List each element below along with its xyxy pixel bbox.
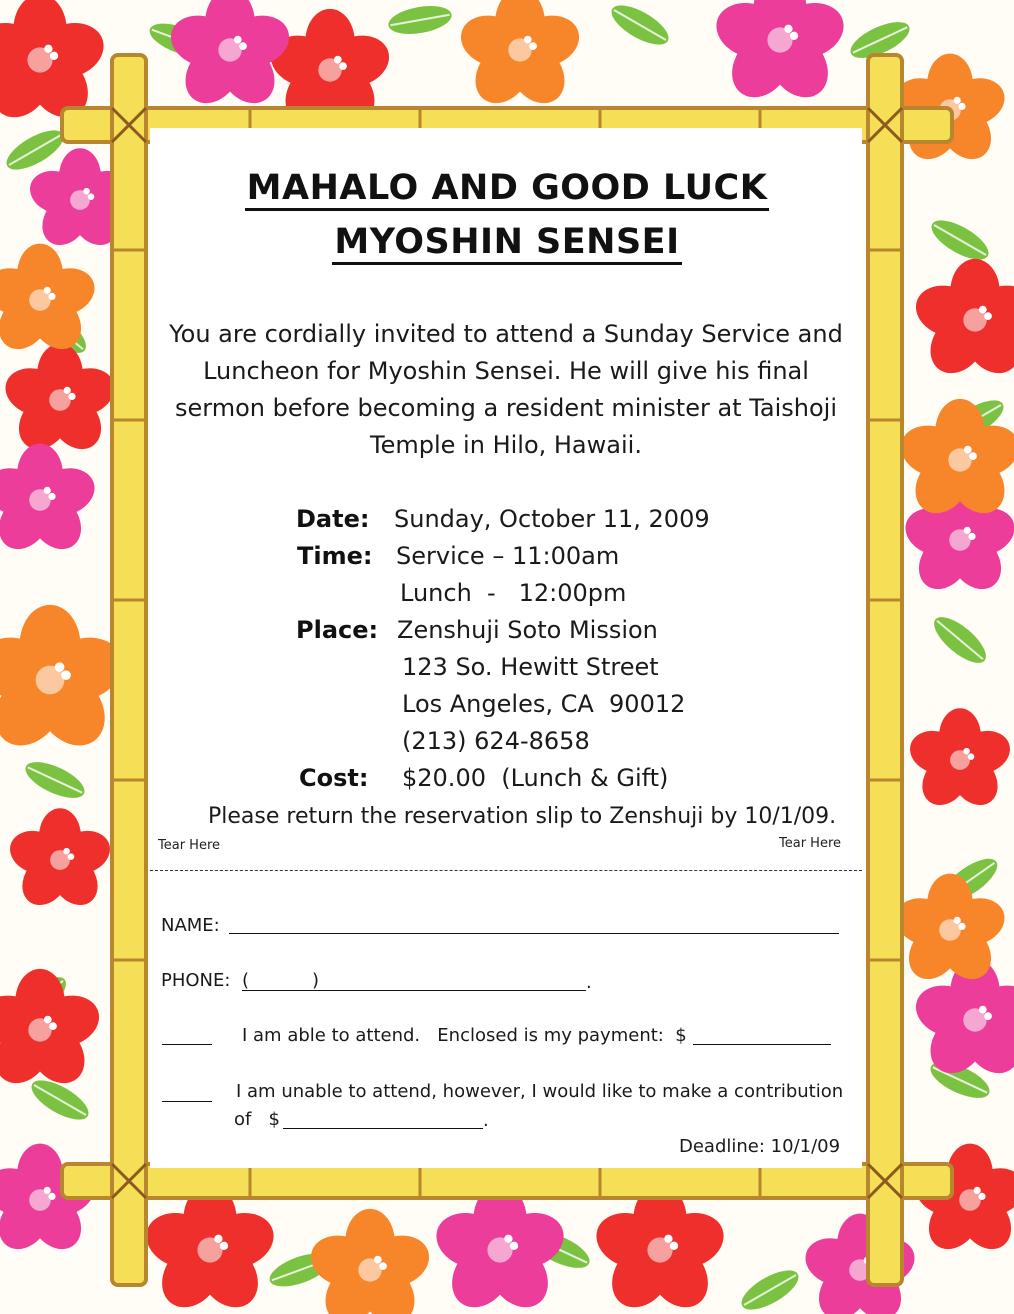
contribution-of: of $ <box>234 1109 280 1130</box>
invitation-text <box>150 316 862 464</box>
payment-field[interactable] <box>693 1044 831 1045</box>
return-note: Please return the reservation slip to Zenshuji by 10/1/09. <box>208 804 837 829</box>
invitation-line: sermon before becoming a resident minister at Taishoji <box>175 394 837 422</box>
time-service: Service – 11:00am <box>396 542 620 570</box>
place-line: 123 So. Hewitt Street <box>402 653 659 681</box>
place-phone: (213) 624-8658 <box>402 727 590 755</box>
unable-text: I am unable to attend, however, I would like to make a contribution <box>236 1081 844 1102</box>
cost-value: $20.00 (Lunch & Gift) <box>402 764 669 792</box>
date-value: Sunday, October 11, 2009 <box>394 505 710 533</box>
attend-checkbox-line[interactable] <box>162 1044 212 1045</box>
time-label: Time: <box>297 542 373 570</box>
place-line: Zenshuji Soto Mission <box>397 616 658 644</box>
invitation-line: You are cordially invited to attend a Sunday Service and <box>169 320 843 348</box>
phone-area-open: ( <box>242 970 250 991</box>
name-field[interactable] <box>229 933 839 934</box>
title-line-2: MYOSHIN SENSEI <box>0 222 1014 262</box>
invitation-line: Luncheon for Myoshin Sensei. He will give his final <box>203 357 809 385</box>
name-label: NAME: <box>161 915 220 936</box>
attend-text: I am able to attend. Enclosed is my payment: $ <box>242 1025 687 1046</box>
phone-field[interactable] <box>242 990 586 991</box>
tear-here-left: Tear Here <box>158 838 221 853</box>
phone-area-close: ) <box>312 970 320 991</box>
place-line: Los Angeles, CA 90012 <box>402 690 686 718</box>
invitation-panel <box>150 128 862 1168</box>
time-lunch: Lunch - 12:00pm <box>400 579 627 607</box>
phone-label: PHONE: <box>161 970 231 991</box>
tear-here-right: Tear Here <box>779 836 842 851</box>
cost-label: Cost: <box>299 764 369 792</box>
unable-checkbox-line[interactable] <box>162 1101 212 1102</box>
title-line-1: MAHALO AND GOOD LUCK <box>0 168 1014 208</box>
deadline: Deadline: 10/1/09 <box>679 1136 841 1157</box>
contribution-field[interactable] <box>283 1128 483 1129</box>
phone-end: . <box>586 972 592 993</box>
contribution-end: . <box>483 1110 489 1131</box>
place-label: Place: <box>296 616 379 644</box>
date-label: Date: <box>296 505 370 533</box>
invitation-line: Temple in Hilo, Hawaii. <box>370 431 642 459</box>
tear-line <box>150 870 862 871</box>
